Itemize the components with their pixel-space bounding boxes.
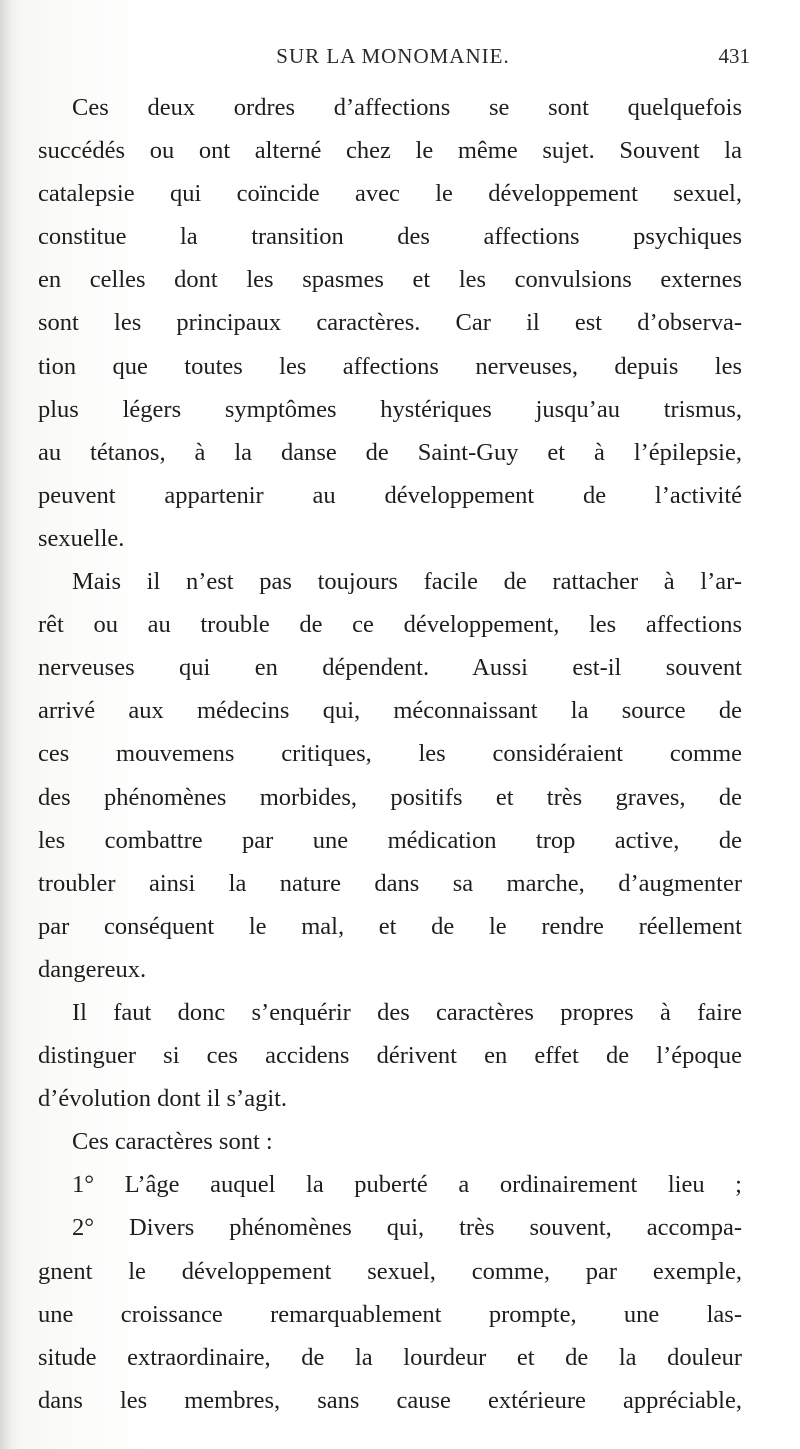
text-line: troubler ainsi la nature dans sa marche, d’augmenter [38, 869, 742, 897]
list-item: 1° L’âge auquel la puberté a ordinairement lieu ; [72, 1171, 742, 1199]
text-line: catalepsie qui coïncide avec le développement sexuel, [38, 180, 742, 208]
text-line: sexuelle. [38, 524, 125, 552]
text-line: Mais il n’est pas toujours facile de rattacher à l’ar- [72, 568, 742, 596]
text-line: Ces caractères sont : [72, 1128, 273, 1156]
page-number: 431 [718, 44, 750, 68]
running-head: SUR LA MONOMANIE. [276, 44, 510, 68]
text-line: gnent le développement sexuel, comme, par exemple, [38, 1257, 742, 1285]
text-line: d’évolution dont il s’agit. [38, 1085, 288, 1113]
page-gutter-shadow [0, 0, 18, 1449]
text-line: les combattre par une médication trop active, de [38, 826, 742, 854]
text-line: nerveuses qui en dépendent. Aussi est-il souvent [38, 654, 742, 682]
page-header [36, 44, 750, 76]
text-line: rêt ou au trouble de ce développement, les affections [38, 611, 742, 639]
text-line: distinguer si ces accidens dérivent en effet de l’époque [38, 1042, 742, 1070]
text-line: Il faut donc s’enquérir des caractères propres à faire [72, 998, 742, 1026]
text-line: dans les membres, sans cause extérieure appréciable, [38, 1386, 742, 1414]
text-line: des phénomènes morbides, positifs et très graves, de [38, 783, 742, 811]
text-line: sont les principaux caractères. Car il est d’observa- [38, 309, 742, 337]
text-line: ces mouvemens critiques, les considéraient comme [38, 740, 742, 768]
text-line: arrivé aux médecins qui, méconnaissant la source de [38, 697, 742, 725]
text-line: par conséquent le mal, et de le rendre réellement [38, 912, 742, 940]
text-line: en celles dont les spasmes et les convulsions externes [38, 266, 742, 294]
text-line: constitue la transition des affections psychiques [38, 223, 742, 251]
text-line: peuvent appartenir au développement de l’activité [38, 481, 742, 509]
text-line: une croissance remarquablement prompte, une las- [38, 1300, 742, 1328]
list-item: 2° Divers phénomènes qui, très souvent, accompa- [72, 1214, 742, 1242]
text-line: dangereux. [38, 955, 147, 983]
body-text [38, 86, 742, 1422]
text-line: succédés ou ont alterné chez le même sujet. Souvent la [38, 137, 742, 165]
text-line: tion que toutes les affections nerveuses, depuis les [38, 352, 742, 380]
text-line: Ces deux ordres d’affections se sont quelquefois [72, 94, 742, 121]
text-line: plus légers symptômes hystériques jusqu’au trismus, [38, 395, 742, 423]
text-line: situde extraordinaire, de la lourdeur et de la douleur [38, 1343, 742, 1371]
text-line: au tétanos, à la danse de Saint-Guy et à l’épilepsie, [38, 438, 742, 466]
